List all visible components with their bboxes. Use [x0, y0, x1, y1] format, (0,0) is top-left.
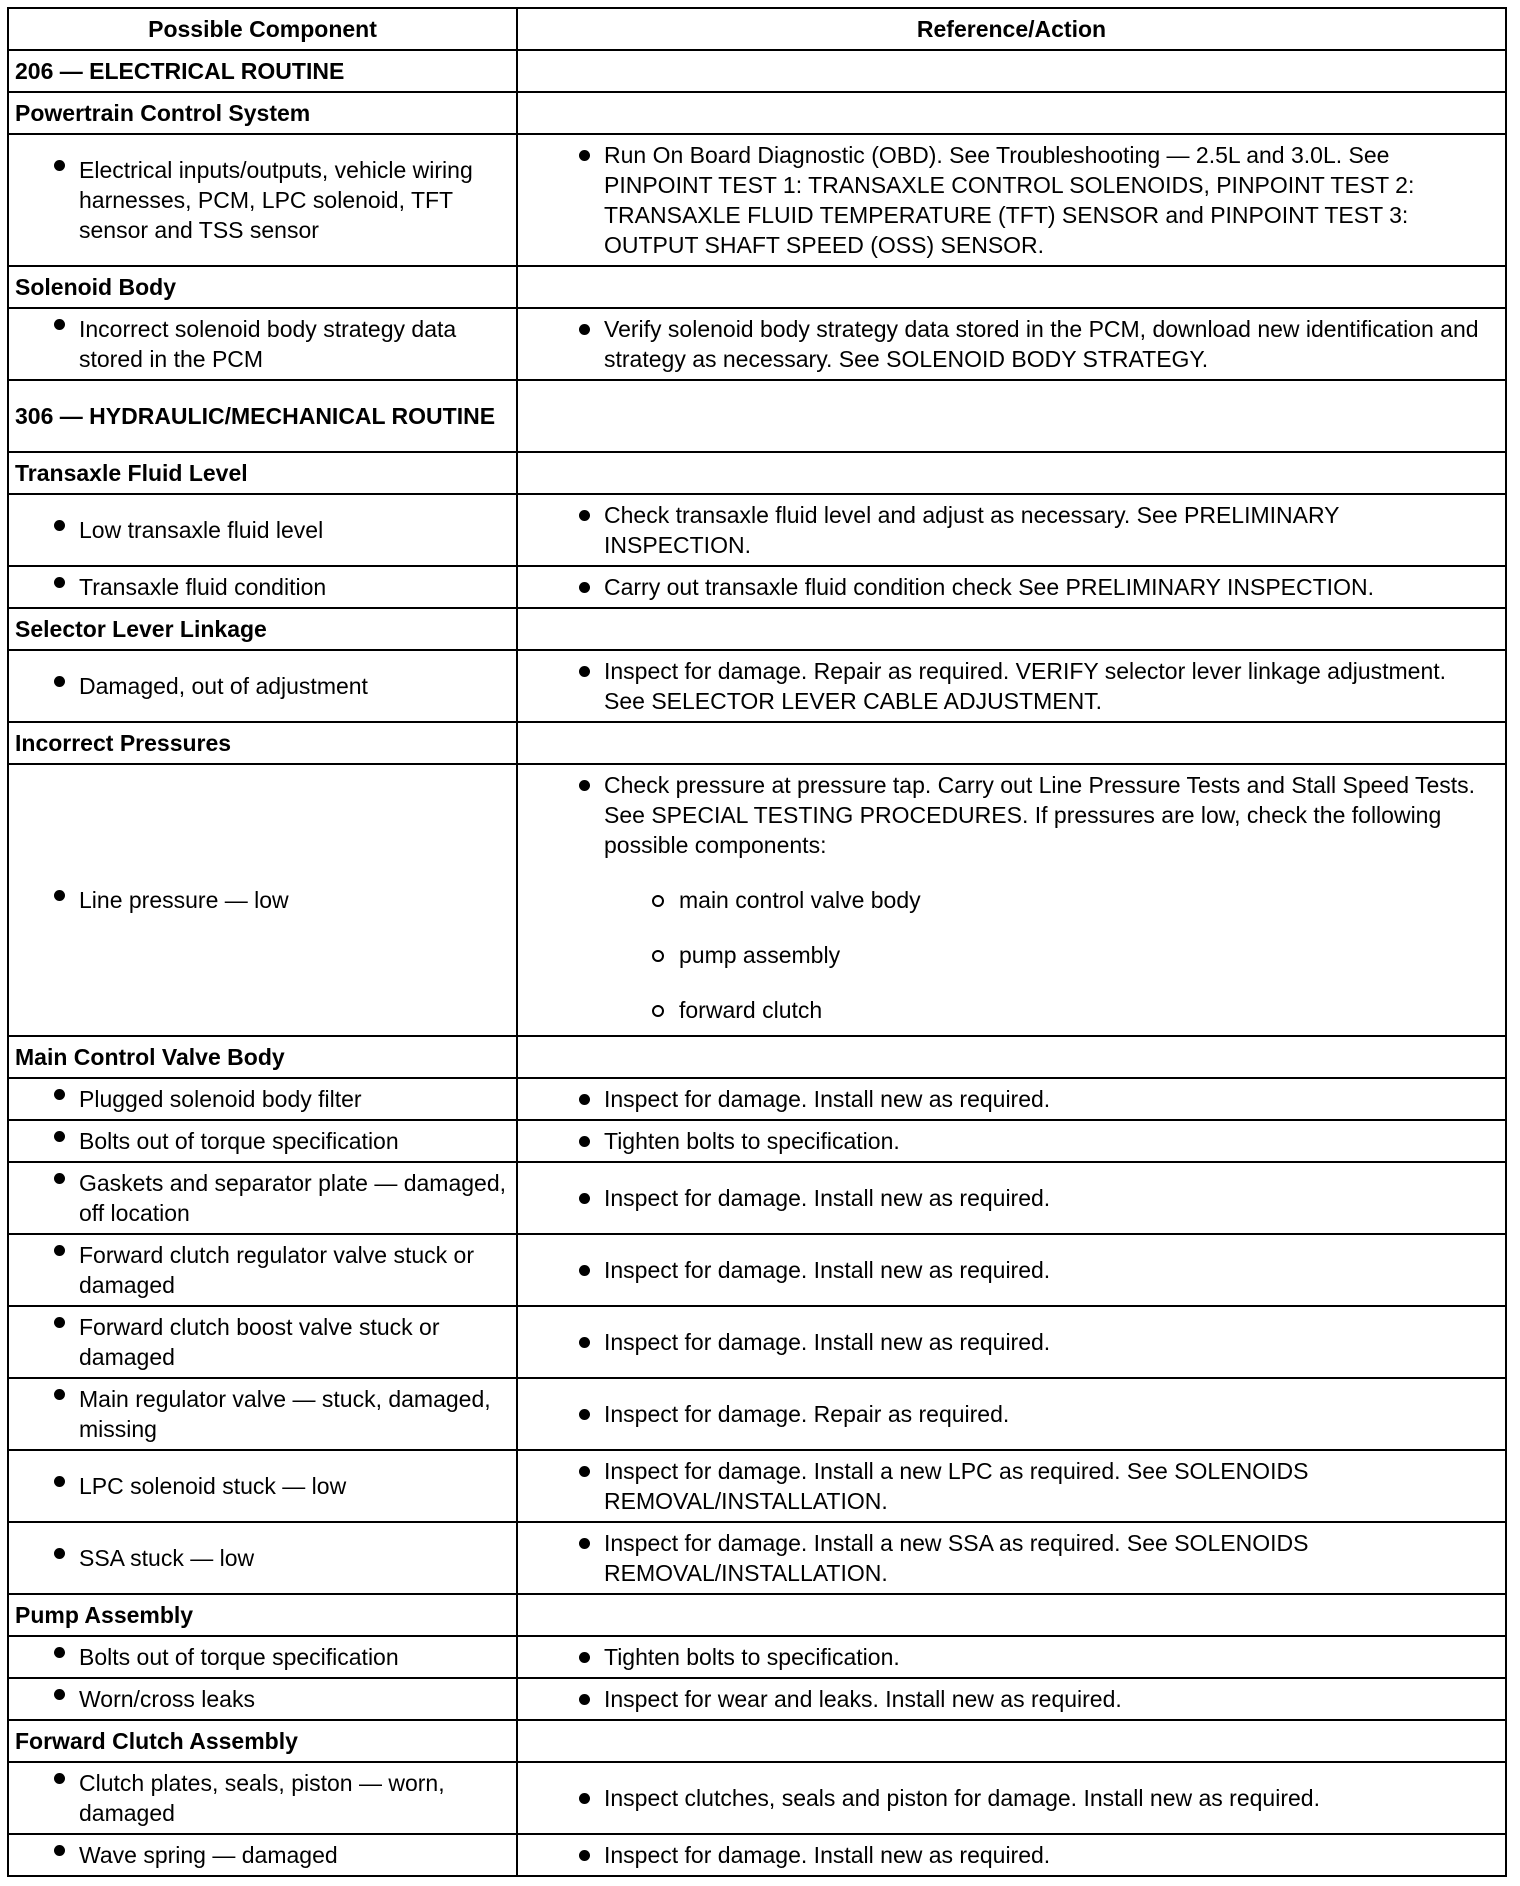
component-bullet-text: Line pressure — low	[9, 880, 516, 920]
section-row	[8, 50, 1506, 92]
action-cell	[517, 1306, 1506, 1378]
action-bullet-text: Inspect for damage. Repair as required.	[524, 1399, 1499, 1429]
table-body	[8, 50, 1506, 1876]
component-cell	[8, 1450, 517, 1522]
section-heading: Main Control Valve Body	[8, 1036, 517, 1078]
section-empty-cell	[517, 266, 1506, 308]
action-bullet-text: Inspect for damage. Install new as required.	[524, 1327, 1499, 1357]
section-empty-cell	[517, 380, 1506, 452]
section-heading: Powertrain Control System	[8, 92, 517, 134]
action-cell	[517, 1522, 1506, 1594]
sub-bullet-item: forward clutch	[524, 995, 1499, 1025]
section-row	[8, 1594, 1506, 1636]
component-cell	[8, 1162, 517, 1234]
component-cell	[8, 1306, 517, 1378]
action-bullet-text: Inspect for damage. Install new as required.	[524, 1183, 1499, 1213]
section-empty-cell	[517, 1720, 1506, 1762]
component-cell	[8, 494, 517, 566]
section-empty-cell	[517, 1036, 1506, 1078]
component-bullet-text: Low transaxle fluid level	[9, 510, 516, 550]
section-row	[8, 92, 1506, 134]
component-cell	[8, 1378, 517, 1450]
table-row	[8, 1306, 1506, 1378]
component-bullet-text: Main regulator valve — stuck, damaged, missing	[9, 1379, 516, 1449]
action-bullet-text: Inspect for damage. Install a new LPC as required. See SOLENOIDS REMOVAL/INSTALLATION.	[524, 1456, 1499, 1516]
section-heading: Forward Clutch Assembly	[8, 1720, 517, 1762]
component-bullet-text: Bolts out of torque specification	[9, 1121, 516, 1161]
table-row	[8, 134, 1506, 266]
component-bullet-text: Forward clutch boost valve stuck or damaged	[9, 1307, 516, 1377]
component-bullet-text: Electrical inputs/outputs, vehicle wiring harnesses, PCM, LPC solenoid, TFT sensor and TSS sensor	[9, 150, 516, 250]
action-cell	[517, 764, 1506, 1036]
table-row	[8, 1522, 1506, 1594]
component-cell	[8, 1636, 517, 1678]
table-row	[8, 494, 1506, 566]
component-cell	[8, 1762, 517, 1834]
action-cell	[517, 566, 1506, 608]
action-bullet-text: Inspect for damage. Install new as required.	[524, 1255, 1499, 1285]
component-bullet-text: Plugged solenoid body filter	[9, 1079, 516, 1119]
section-heading: Selector Lever Linkage	[8, 608, 517, 650]
component-cell	[8, 134, 517, 266]
table-row	[8, 1762, 1506, 1834]
action-cell	[517, 1678, 1506, 1720]
action-cell	[517, 1162, 1506, 1234]
action-bullet-text: Run On Board Diagnostic (OBD). See Troubleshooting — 2.5L and 3.0L. See PINPOINT TEST 1: TRANSAXLE CONTROL SOLENOIDS, PINPOINT TEST 2: TRANSAXLE FLUID TEMPERATURE (TFT) SENSOR and PINPOINT TEST 3: OUTPUT SHAFT SPEED (OSS) SENSOR.	[524, 140, 1499, 260]
action-bullet-text: Inspect for damage. Repair as required. VERIFY selector lever linkage adjustment. See SELECTOR LEVER CABLE ADJUSTMENT.	[524, 656, 1499, 716]
action-bullet-text: Inspect clutches, seals and piston for damage. Install new as required.	[524, 1783, 1499, 1813]
header-reference-action: Reference/Action	[517, 8, 1506, 50]
action-cell	[517, 1834, 1506, 1876]
section-empty-cell	[517, 50, 1506, 92]
action-bullet-text: Inspect for damage. Install new as required.	[524, 1840, 1499, 1870]
table-row	[8, 1834, 1506, 1876]
section-heading: 306 — HYDRAULIC/MECHANICAL ROUTINE	[8, 380, 517, 452]
section-row	[8, 452, 1506, 494]
component-bullet-text: Damaged, out of adjustment	[9, 666, 516, 706]
table-row	[8, 566, 1506, 608]
component-bullet-text: Gaskets and separator plate — damaged, off location	[9, 1163, 516, 1233]
component-bullet-text: Incorrect solenoid body strategy data stored in the PCM	[9, 309, 516, 379]
table-row	[8, 1378, 1506, 1450]
diagnostic-table-page	[7, 7, 1507, 1877]
action-bullet-text: Inspect for damage. Install a new SSA as required. See SOLENOIDS REMOVAL/INSTALLATION.	[524, 1528, 1499, 1588]
component-cell	[8, 650, 517, 722]
component-cell	[8, 308, 517, 380]
section-empty-cell	[517, 92, 1506, 134]
action-cell	[517, 1234, 1506, 1306]
action-cell	[517, 1078, 1506, 1120]
component-cell	[8, 1120, 517, 1162]
section-row	[8, 608, 1506, 650]
action-cell	[517, 308, 1506, 380]
component-bullet-text: SSA stuck — low	[9, 1538, 516, 1578]
table-header-row	[8, 8, 1506, 50]
action-bullet-text: Inspect for wear and leaks. Install new as required.	[524, 1684, 1499, 1714]
action-cell	[517, 1636, 1506, 1678]
component-bullet-text: Transaxle fluid condition	[9, 567, 516, 607]
sub-bullet-item: main control valve body	[524, 885, 1499, 915]
table-row	[8, 1234, 1506, 1306]
section-row	[8, 266, 1506, 308]
action-bullet-text: Check transaxle fluid level and adjust as necessary. See PRELIMINARY INSPECTION.	[524, 500, 1499, 560]
table-row	[8, 650, 1506, 722]
section-empty-cell	[517, 608, 1506, 650]
component-bullet-text: Worn/cross leaks	[9, 1679, 516, 1719]
action-bullet-text: Tighten bolts to specification.	[524, 1126, 1499, 1156]
component-cell	[8, 566, 517, 608]
table-row	[8, 1120, 1506, 1162]
action-cell	[517, 1450, 1506, 1522]
action-bullet-text: Inspect for damage. Install new as required.	[524, 1084, 1499, 1114]
action-cell	[517, 1762, 1506, 1834]
component-bullet-text: LPC solenoid stuck — low	[9, 1466, 516, 1506]
sub-bullet-item: pump assembly	[524, 940, 1499, 970]
action-bullet-text: Check pressure at pressure tap. Carry out Line Pressure Tests and Stall Speed Tests. See SPECIAL TESTING PROCEDURES. If pressures are low, check the following possible components:	[524, 770, 1499, 860]
component-cell	[8, 1522, 517, 1594]
diagnostic-table	[7, 7, 1507, 1877]
action-cell	[517, 1120, 1506, 1162]
component-cell	[8, 764, 517, 1036]
table-row	[8, 1450, 1506, 1522]
table-row	[8, 1636, 1506, 1678]
table-row	[8, 1678, 1506, 1720]
action-bullet-text: Carry out transaxle fluid condition check See PRELIMINARY INSPECTION.	[524, 572, 1499, 602]
component-cell	[8, 1678, 517, 1720]
component-bullet-text: Forward clutch regulator valve stuck or damaged	[9, 1235, 516, 1305]
action-cell	[517, 494, 1506, 566]
section-empty-cell	[517, 452, 1506, 494]
table-row	[8, 308, 1506, 380]
section-row	[8, 1720, 1506, 1762]
action-cell	[517, 1378, 1506, 1450]
section-row	[8, 380, 1506, 452]
header-possible-component: Possible Component	[8, 8, 517, 50]
component-cell	[8, 1078, 517, 1120]
section-row	[8, 722, 1506, 764]
action-bullet-text: Verify solenoid body strategy data stored in the PCM, download new identification and strategy as necessary. See SOLENOID BODY STRATEGY.	[524, 314, 1499, 374]
section-heading: Incorrect Pressures	[8, 722, 517, 764]
action-bullet-text: Tighten bolts to specification.	[524, 1642, 1499, 1672]
section-heading: Pump Assembly	[8, 1594, 517, 1636]
component-bullet-text: Clutch plates, seals, piston — worn, damaged	[9, 1763, 516, 1833]
component-cell	[8, 1234, 517, 1306]
action-cell	[517, 650, 1506, 722]
section-empty-cell	[517, 722, 1506, 764]
table-row	[8, 1078, 1506, 1120]
component-cell	[8, 1834, 517, 1876]
table-row	[8, 1162, 1506, 1234]
section-heading: Transaxle Fluid Level	[8, 452, 517, 494]
component-bullet-text: Bolts out of torque specification	[9, 1637, 516, 1677]
section-heading: Solenoid Body	[8, 266, 517, 308]
section-row	[8, 1036, 1506, 1078]
action-cell	[517, 134, 1506, 266]
component-bullet-text: Wave spring — damaged	[9, 1835, 516, 1875]
section-heading: 206 — ELECTRICAL ROUTINE	[8, 50, 517, 92]
section-empty-cell	[517, 1594, 1506, 1636]
table-row	[8, 764, 1506, 1036]
